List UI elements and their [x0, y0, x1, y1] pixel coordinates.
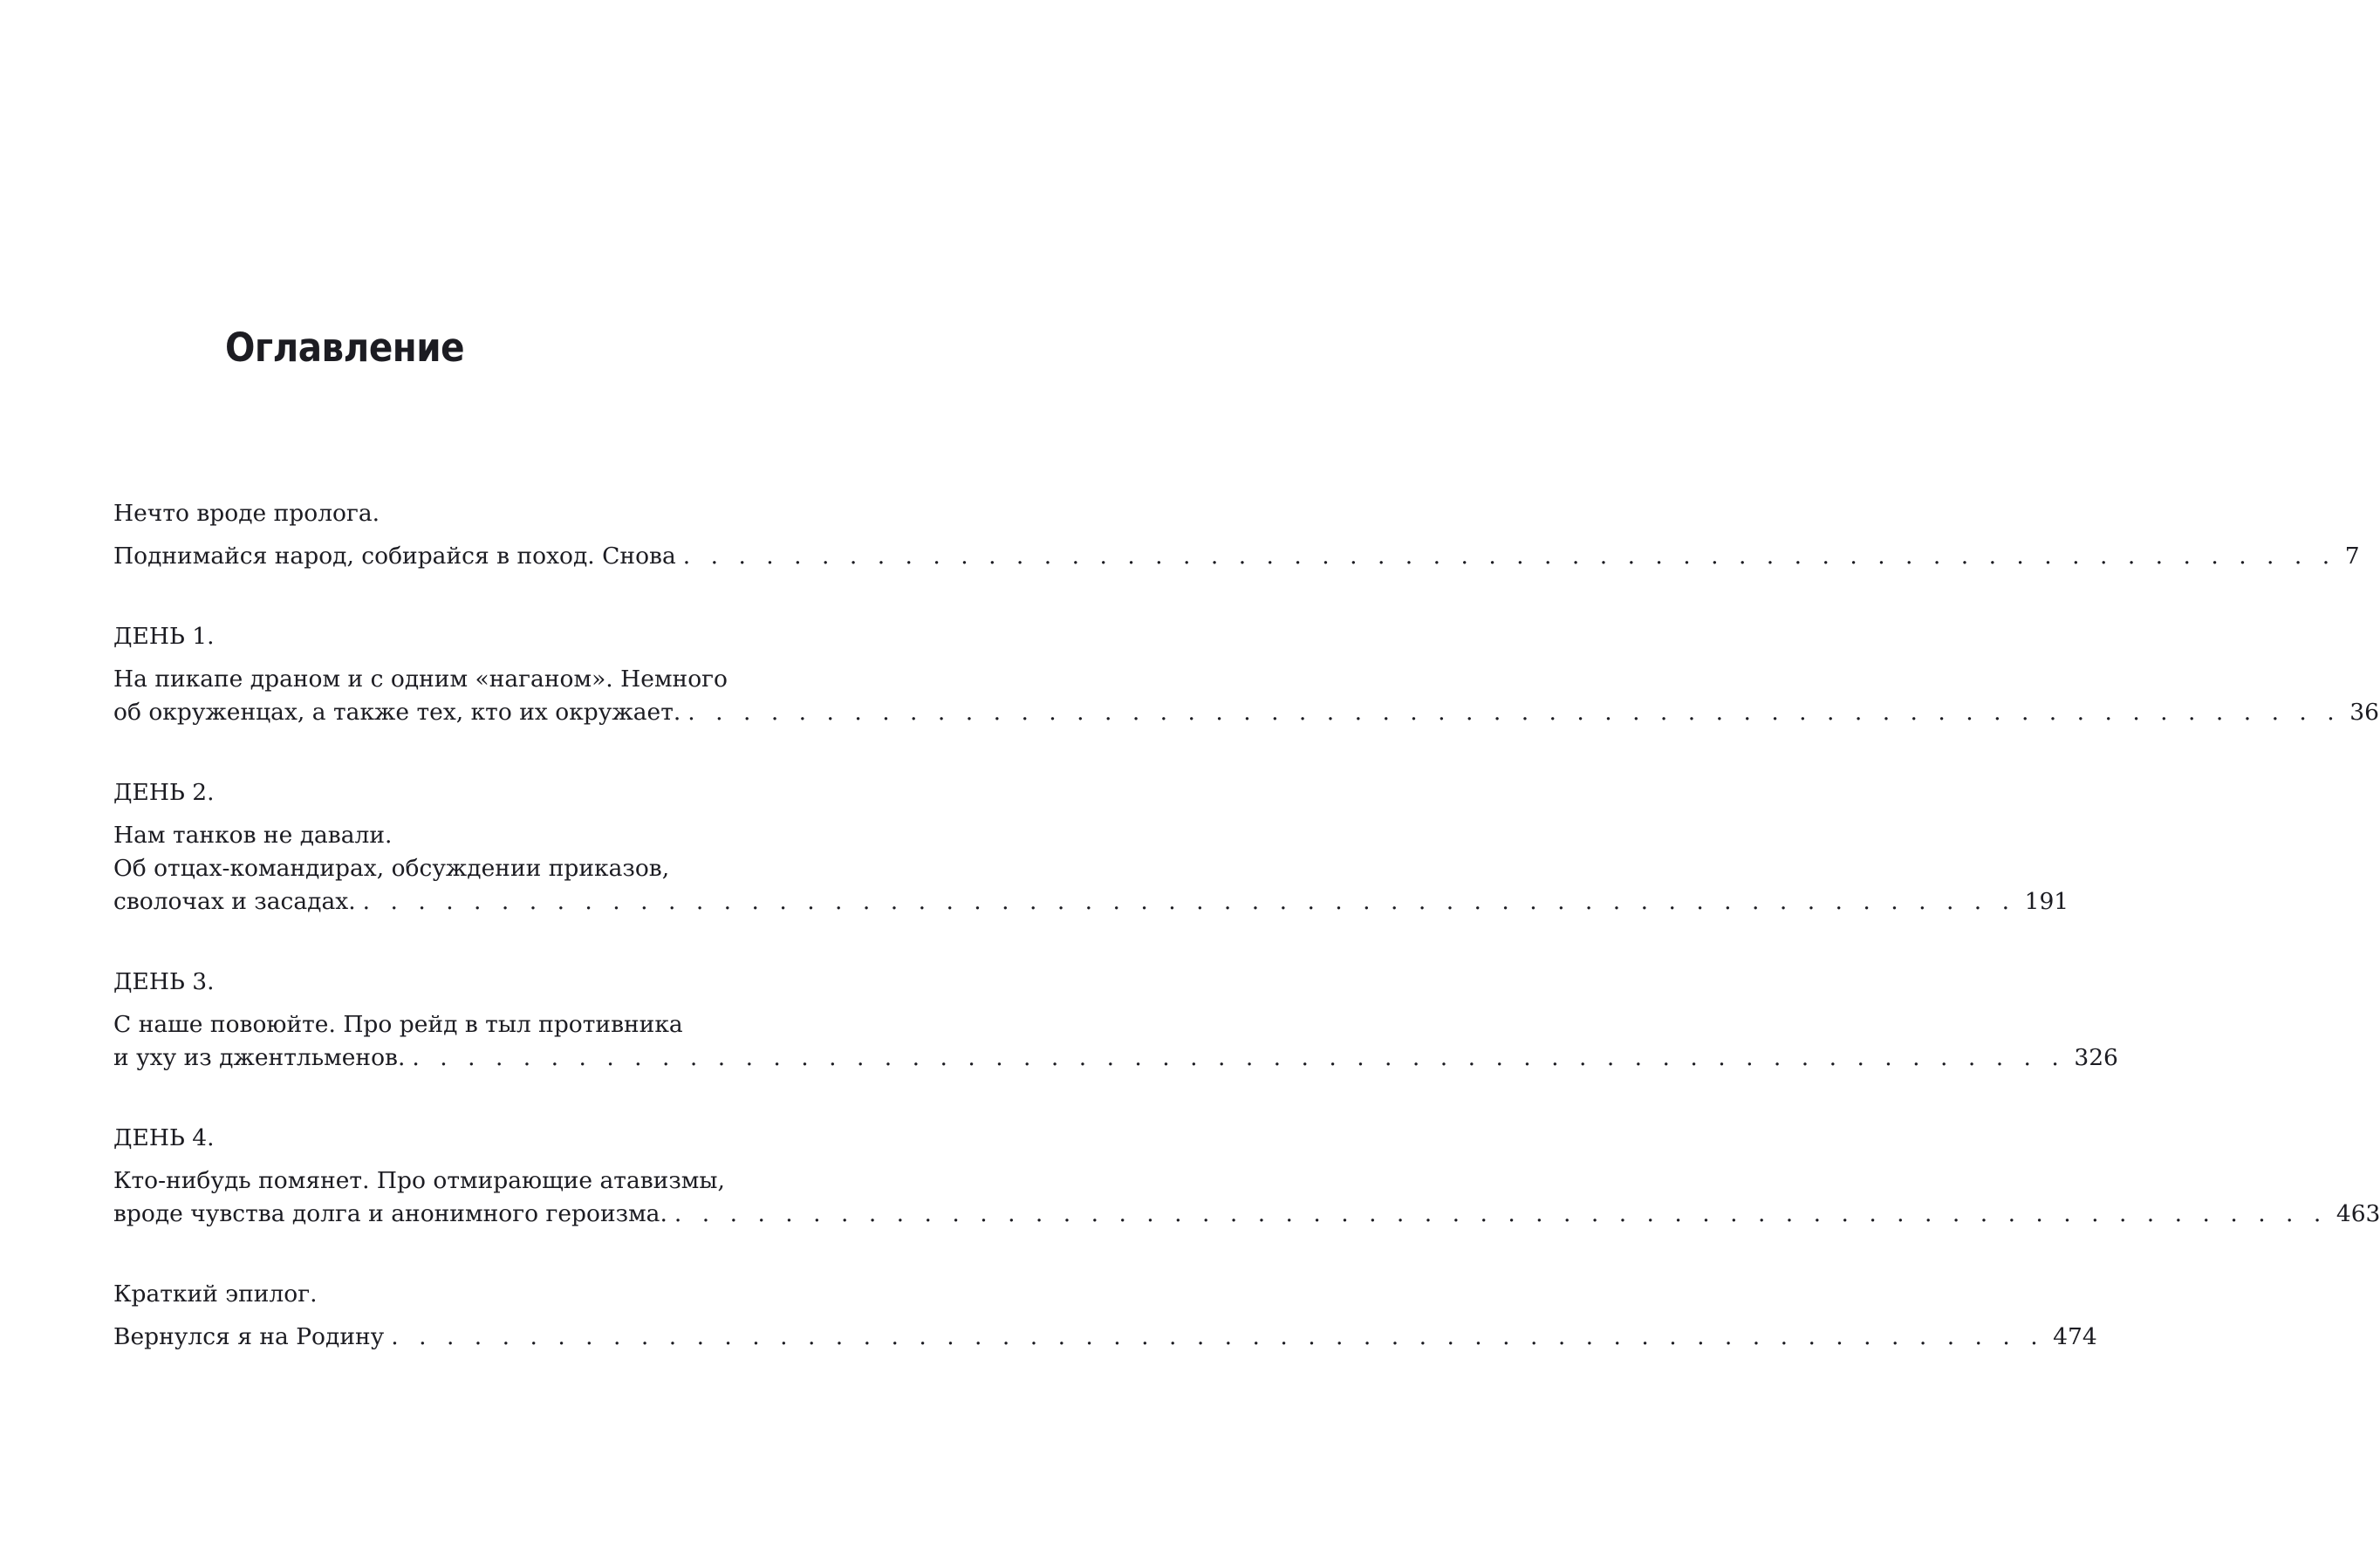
toc-entry-line: об окруженцах, а также тех, кто их окружает.	[113, 699, 681, 726]
toc-entry-final-line	[113, 1198, 2380, 1231]
page-number: 326	[2074, 1044, 2118, 1071]
toc-entry	[113, 776, 2069, 918]
toc-entry-final-line	[113, 1041, 2118, 1075]
toc-entry-heading: ДЕНЬ 2.	[113, 779, 215, 806]
dot-leader: . . . . . . . . . . . . . . . . . . . . . . . . . . . . . . . . . . . . . . . . . . . . . . . . . . . . . . . . . . . .	[391, 1323, 2045, 1350]
toc-entry	[113, 620, 2379, 729]
page-title: Оглавление	[225, 324, 465, 371]
toc-entry-line: Вернулся я на Родину	[113, 1323, 385, 1350]
toc-entry-line: и уху из джентльменов.	[113, 1044, 406, 1071]
page-number: 463	[2336, 1200, 2380, 1227]
toc-entry-line: Поднимайся народ, собирайся в поход. Снова	[113, 543, 676, 570]
dot-leader: . . . . . . . . . . . . . . . . . . . . . . . . . . . . . . . . . . . . . . . . . . . . . . . . . . . . . . . . . . . .	[682, 543, 2336, 570]
dot-leader: . . . . . . . . . . . . . . . . . . . . . . . . . . . . . . . . . . . . . . . . . . . . . . . . . . . . . . . . . . . .	[674, 1200, 2328, 1227]
toc-entry	[113, 1278, 2097, 1354]
page-number: 474	[2053, 1323, 2097, 1350]
toc-entry-line: Кто-нибудь помянет. Про отмирающие атавизмы,	[113, 1167, 725, 1194]
toc-entry-heading: ДЕНЬ 3.	[113, 968, 215, 995]
toc-entry-final-line	[113, 696, 2379, 729]
toc-entry-heading: ДЕНЬ 1.	[113, 623, 215, 650]
toc-entry-heading: Нечто вроде пролога.	[113, 500, 380, 527]
page-number: 191	[2024, 888, 2069, 915]
toc-entry-heading: Краткий эпилог.	[113, 1280, 318, 1308]
page-number: 36	[2349, 699, 2379, 726]
dot-leader: . . . . . . . . . . . . . . . . . . . . . . . . . . . . . . . . . . . . . . . . . . . . . . . . . . . . . . . . . . . .	[362, 888, 2016, 915]
dot-leader: . . . . . . . . . . . . . . . . . . . . . . . . . . . . . . . . . . . . . . . . . . . . . . . . . . . . . . . . . . . .	[687, 699, 2342, 726]
table-of-contents	[113, 497, 2380, 1401]
toc-entry-line: С наше повоюйте. Про рейд в тыл противника	[113, 1011, 683, 1038]
toc-entry	[113, 966, 2118, 1075]
page-number: 7	[2344, 543, 2360, 570]
toc-entry-heading: ДЕНЬ 4.	[113, 1124, 215, 1151]
toc-entry-line: сволочах и засадах.	[113, 888, 356, 915]
dot-leader: . . . . . . . . . . . . . . . . . . . . . . . . . . . . . . . . . . . . . . . . . . . . . . . . . . . . . . . . . . . .	[412, 1044, 2066, 1071]
toc-entry	[113, 1122, 2380, 1231]
toc-entry-final-line	[113, 885, 2069, 918]
toc-entry-final-line	[113, 540, 2360, 573]
toc-entry-final-line	[113, 1321, 2097, 1354]
toc-entry-line: На пикапе драном и с одним «наганом». Немного	[113, 666, 728, 693]
toc-entry-line: Нам танков не давали.	[113, 822, 393, 849]
toc-entry-line: Об отцах-командирах, обсуждении приказов,	[113, 855, 670, 882]
toc-entry-line: вроде чувства долга и анонимного героизма.	[113, 1200, 667, 1227]
toc-entry	[113, 497, 2360, 573]
